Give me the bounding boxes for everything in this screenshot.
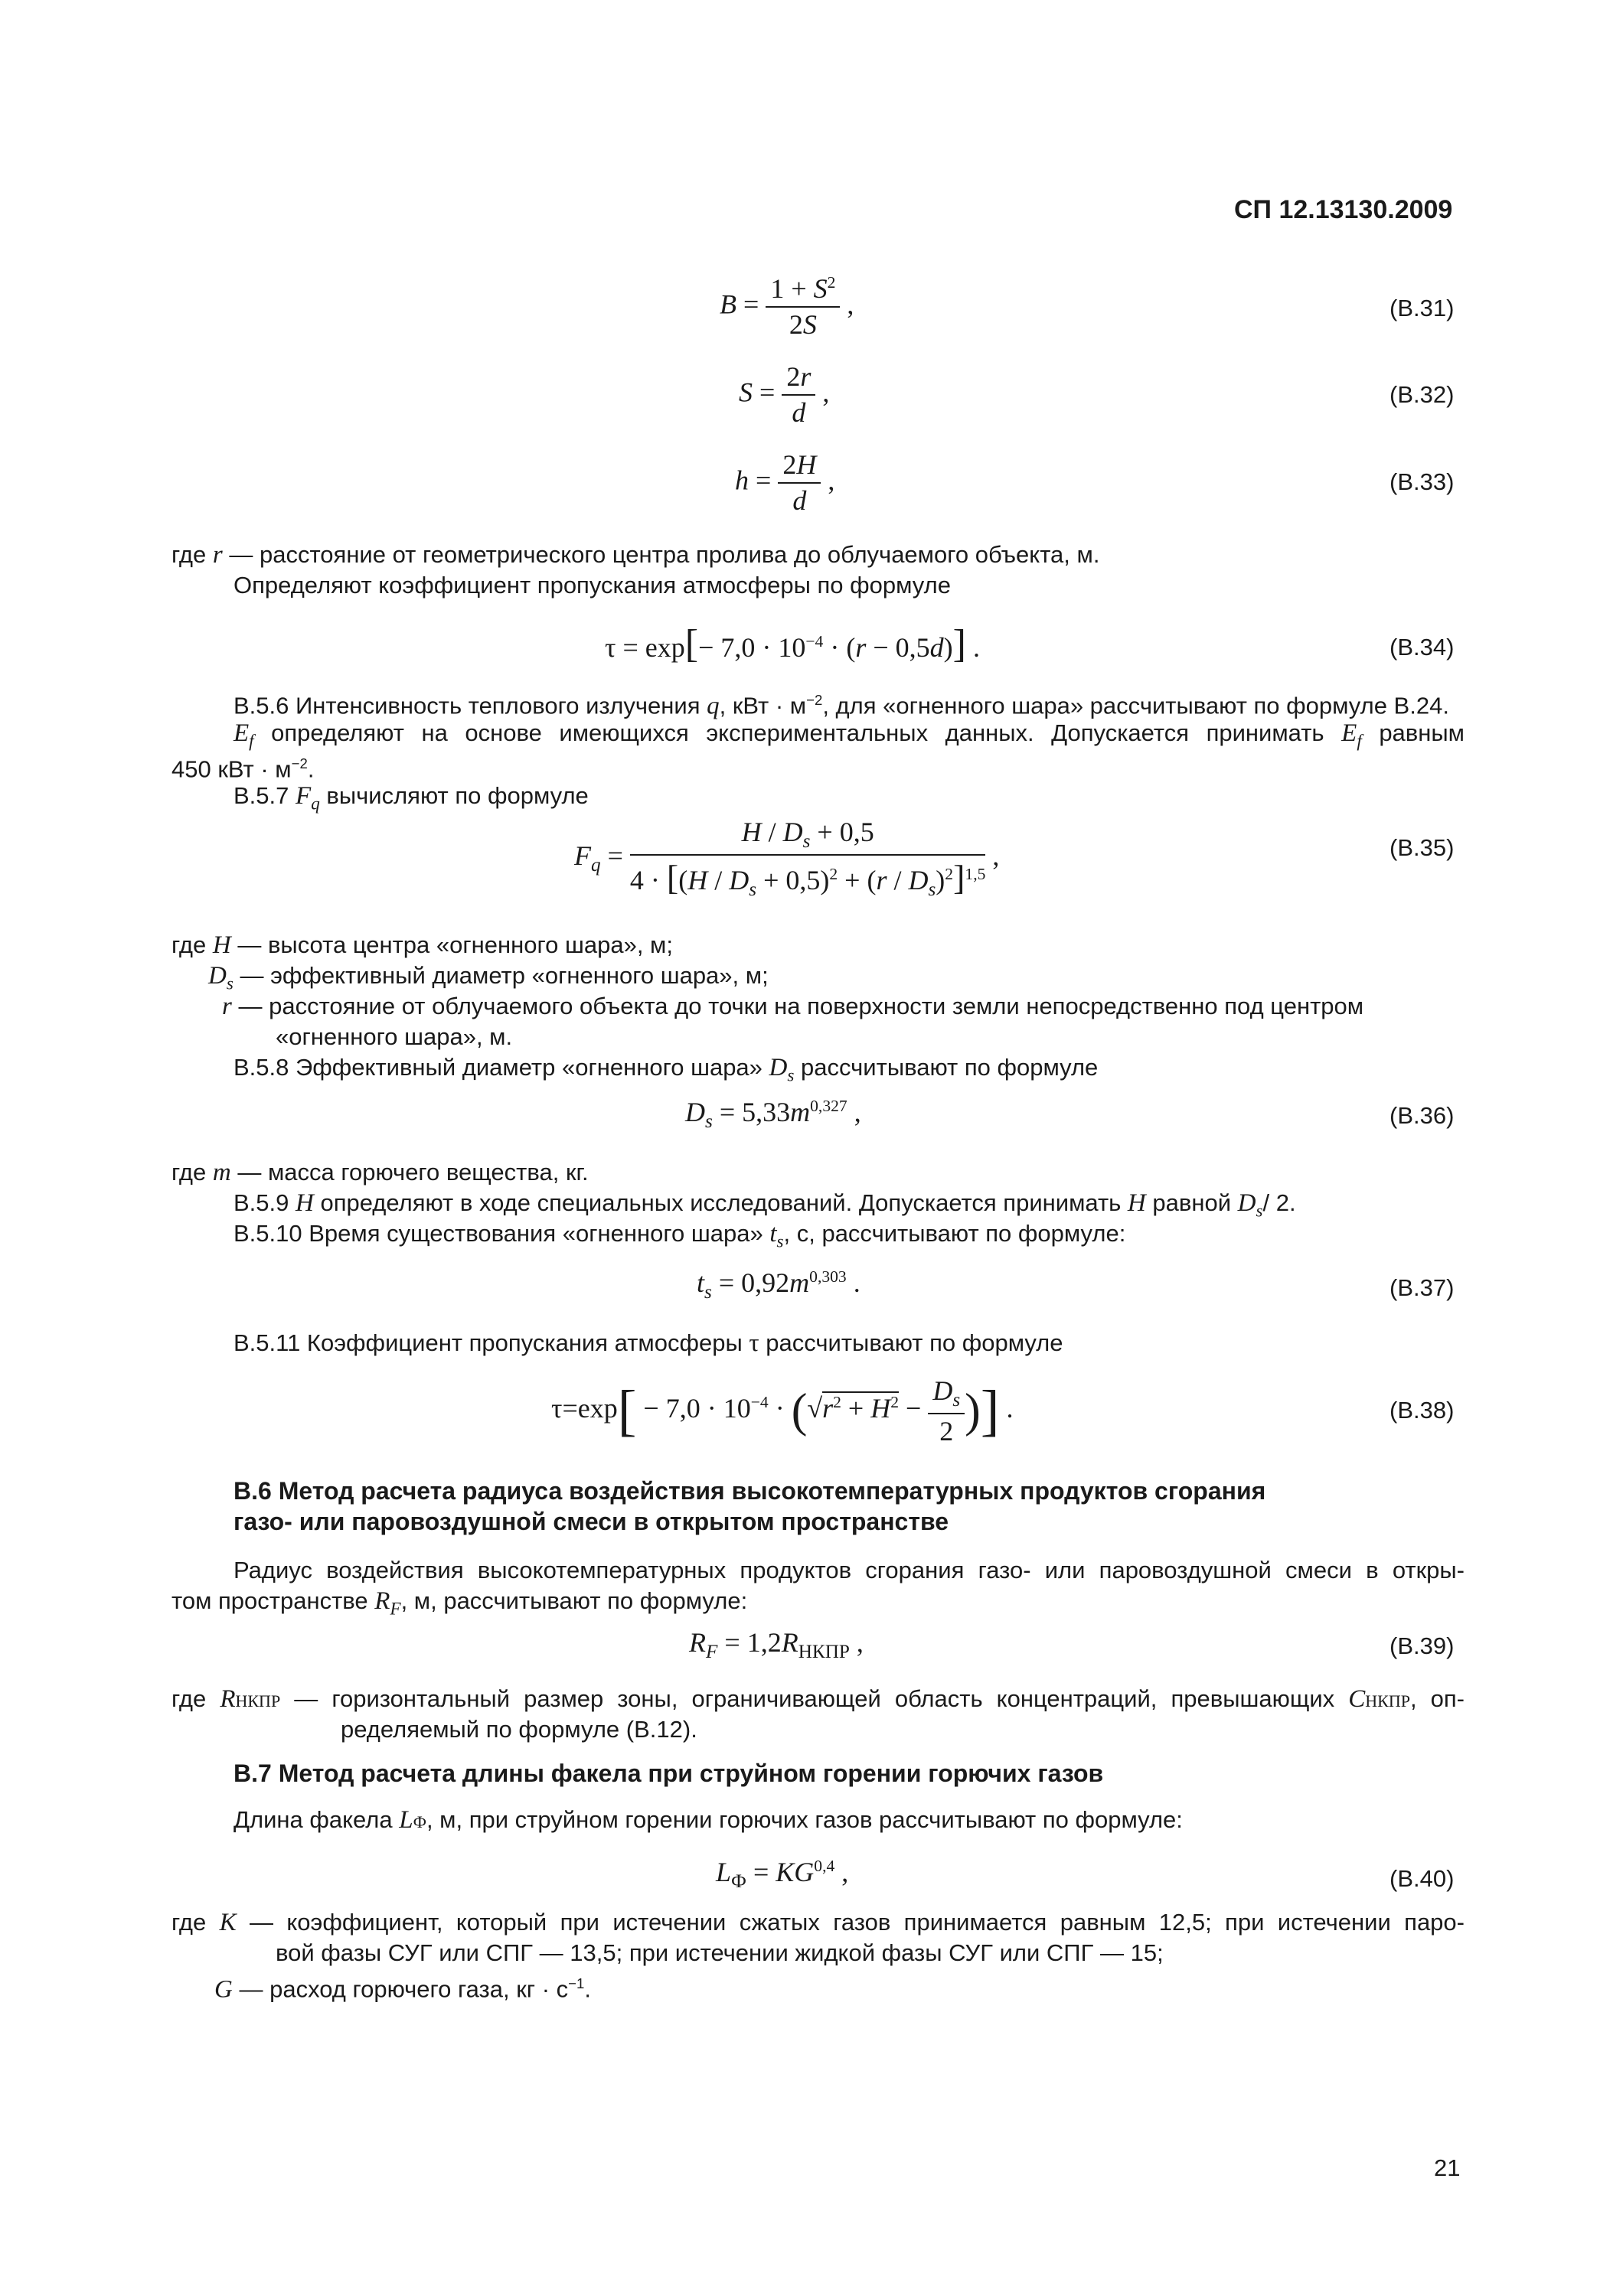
where-m-line: где m — масса горючего вещества, кг. [171, 1159, 589, 1186]
section-b6-heading-line1: В.6 Метод расчета радиуса воздействия высокотемпературных продуктов сгорания [233, 1477, 1266, 1505]
b58-paragraph: В.5.8 Эффективный диаметр «огненного шара» $D_s$ рассчитывают по формуле [233, 1054, 1099, 1085]
formula-b40: $L_Ф = KG^{0,4}$ , [716, 1857, 849, 1893]
document-code: СП 12.13130.2009 [1234, 195, 1453, 224]
formula-b38: $\tau=\exp[ - 7,0 \cdot 10^{-4} \cdot (√r^2 + H^2$ − $\frac{D_s}{2}$ )] . [551, 1375, 1014, 1446]
formula-b37: $t_s = 0,92m^{0,303}$ . [697, 1267, 860, 1303]
section-b6-heading-line2: газо- или паровоздушной смеси в открытом пространстве [233, 1508, 949, 1535]
section-b7-heading: В.7 Метод расчета длины факела при струйном горении горючих газов [233, 1760, 1104, 1787]
where-g-line: G — расход горючего газа, кг · $с^{-1}$. [214, 1975, 591, 2004]
where-rnkpr-line1: где RНКПР — горизонтальный размер зоны, ограничивающей область концентраций, превышающих CНКПР, оп- [171, 1685, 1465, 1713]
where-k-line1: где K — коэффициент, который при истечении сжатых газов принимается равным 12,5; при истечении паро- [171, 1909, 1465, 1936]
where-ds-line: $D_s$ — эффективный диаметр «огненного шара», м; [208, 962, 769, 993]
eq-number-b33: (В.33) [1390, 468, 1455, 495]
where-r2-line1: r — расстояние от облучаемого объекта до точки на поверхности земли непосредственно под центром [222, 993, 1364, 1020]
ef-paragraph-line2: 450 кВт · $м^{-2}$. [171, 755, 315, 783]
b6-paragraph-line1: Радиус воздействия высокотемпературных продуктов сгорания газо- или паровоздушной смеси в откры- [233, 1557, 1465, 1583]
eq-number-b32: (В.32) [1390, 381, 1455, 408]
formula-b34: $\tau = \exp[- 7,0 \cdot 10^{-4} \cdot (r - 0,5d)]$ . [605, 622, 980, 666]
formula-b32: S = $\frac{2r}{d}$ , [739, 361, 830, 428]
where-k-line2: вой фазы СУГ или СПГ — 13,5; при истечении жидкой фазы СУГ или СПГ — 15; [276, 1939, 1164, 1966]
b59-paragraph: В.5.9 H определяют в ходе специальных исследований. Допускается принимать H равной $D_s/$ 2. [233, 1189, 1296, 1221]
ef-paragraph-line1: $E_f$ определяют на основе имеющихся экспериментальных данных. Допускается принимать $E_f$ равным [233, 719, 1465, 751]
b6-paragraph-line2: том пространстве $R_F$, м, рассчитывают по формуле: [171, 1587, 748, 1619]
formula-b36: $D_s = 5,33m^{0,327}$ , [685, 1097, 861, 1133]
where-r-line: где r — расстояние от геометрического центра пролива до облучаемого объекта, м. [171, 541, 1100, 569]
b511-paragraph: В.5.11 Коэффициент пропускания атмосферы τ рассчитывают по формуле [233, 1329, 1063, 1357]
where-r2-line2: «огненного шара», м. [276, 1023, 513, 1050]
where-rnkpr-line2: ределяемый по формуле (В.12). [341, 1716, 697, 1743]
page-number: 21 [1434, 2154, 1461, 2181]
eq-number-b35: (В.35) [1390, 834, 1455, 861]
where-h-line: где H — высота центра «огненного шара», м; [171, 931, 673, 959]
eq-number-b40: (В.40) [1390, 1865, 1455, 1892]
eq-number-b31: (В.31) [1390, 295, 1455, 321]
b56-paragraph: В.5.6 Интенсивность теплового излучения q, кВт · $м^{-2}$, для «огненного шара» рассчитывают по формуле В.24. [233, 692, 1449, 720]
eq-number-b36: (В.36) [1390, 1102, 1455, 1129]
eq-number-b37: (В.37) [1390, 1274, 1455, 1301]
formula-b39: $R_F = 1,2R_{НКПР}$ , [689, 1627, 864, 1663]
eq-number-b39: (В.39) [1390, 1632, 1455, 1659]
b7-paragraph: Длина факела LФ, м, при струйном горении горючих газов рассчитывают по формуле: [233, 1806, 1183, 1834]
formula-b33: h = $\frac{2H}{d}$ , [735, 449, 835, 516]
b57-paragraph: В.5.7 $F_q$ вычисляют по формуле [233, 782, 589, 814]
eq-number-b34: (В.34) [1390, 634, 1455, 660]
formula-b31: B = $\frac{1 + S^2}{2S}$ , [720, 273, 854, 340]
b510-paragraph: В.5.10 Время существования «огненного шара» $t_s$, с, рассчитывают по формуле: [233, 1220, 1126, 1251]
eq-number-b38: (В.38) [1390, 1397, 1455, 1424]
atm-formula-intro: Определяют коэффициент пропускания атмосферы по формуле [233, 572, 951, 598]
formula-b35: $F_q$ = $\frac{H / D_s + 0,5}{4 \cdot [(H / D_s + 0,5)^2 + (r / D_s)^2]^{1,5}}$ , [574, 817, 1000, 900]
